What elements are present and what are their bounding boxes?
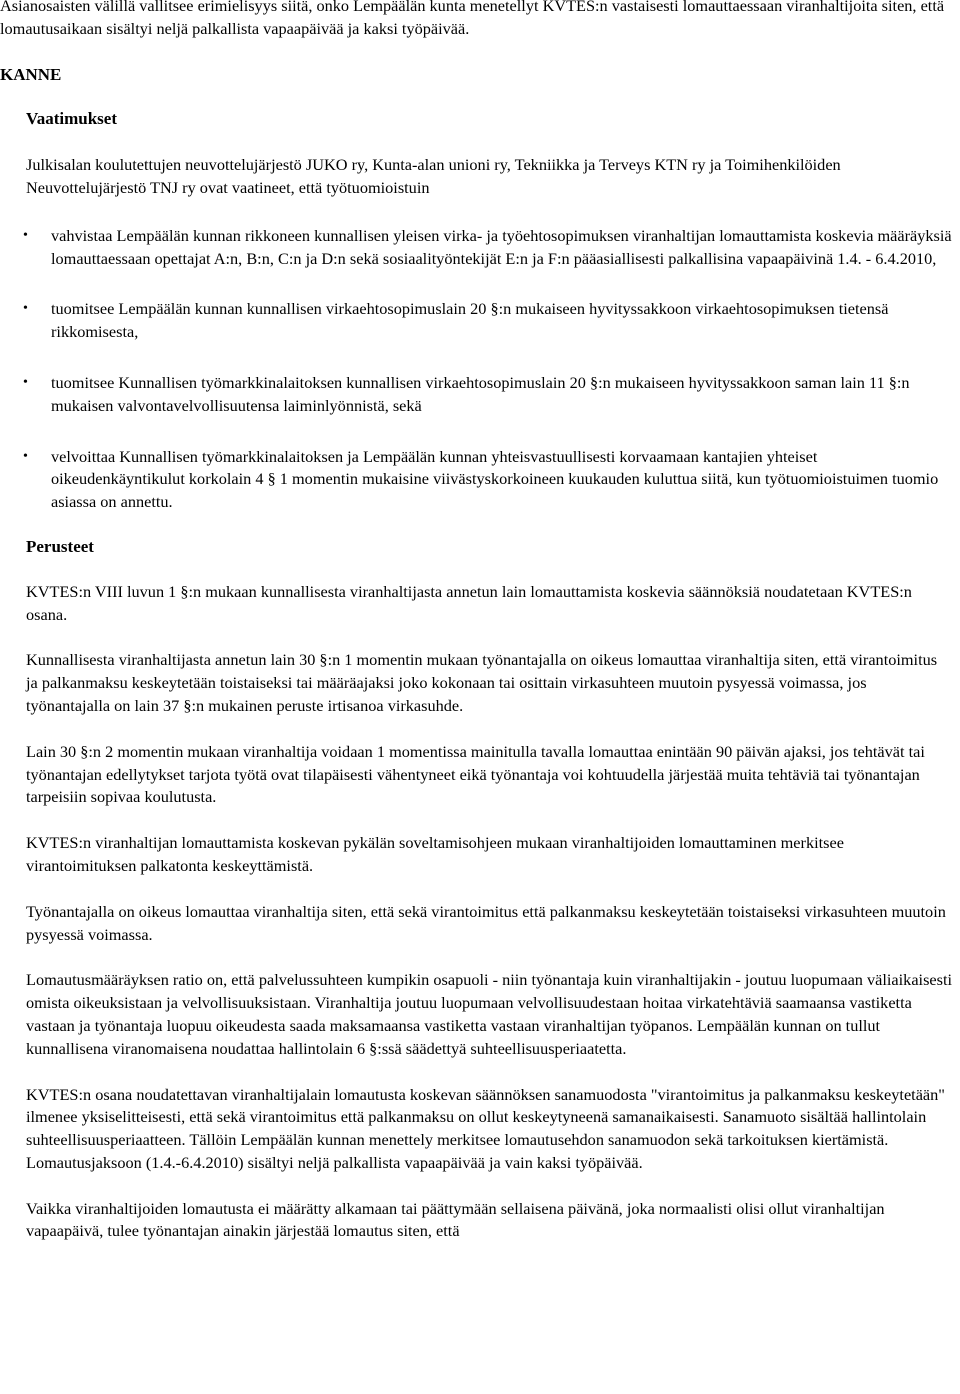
perusteet-paragraph: Vaikka viranhaltijoiden lomautusta ei määrätty alkamaan tai päättymään sellaisena päivänä, joka normaalisti olisi ollut viranhaltijan vapaapäivä, tulee työnantajan ainakin järjestää lomautus siten, että (26, 1198, 885, 1241)
claim-item (23, 225, 952, 271)
claim-item (23, 372, 952, 418)
perusteet-paragraph: Kunnallisesta viranhaltijasta annetun lain 30 §:n 1 momentin mukaan työnantajalla on oikeus lomauttaa viranhaltija siten, että virantoimitus ja palkanmaksu keskeytetään toistaiseksi tai määräajaksi joko kokonaan tai osittain virkasuhteen muutoin pysyessä voimassa, jos työnantajalla on lain 37 §:n mukainen peruste irtisanoa virkasuhde. (26, 650, 938, 715)
bullet-icon: • (23, 301, 28, 317)
perusteet-paragraph: Työnantajalla on oikeus lomauttaa viranhaltija siten, että sekä virantoimitus että palkanmaksu keskeytetään toistaiseksi virkasuhteen muutoin pysyessä voimassa. (26, 901, 946, 944)
bullet-icon: • (23, 374, 28, 390)
perusteet-paragraph: Lomautusmääräyksen ratio on, että palvelussuhteen kumpikin osapuoli - niin työnantaja kuin viranhaltijakin - joutuu luopumaan väliaikaisesti omista oikeuksistaan ja velvollisuuksistaan. Viranhaltija joutuu luopumaan velvollisuudestaan hoitaa virkatehtäviä saamaansa vastiketta vastaan ja työnantaja luopuu oikeudesta saada maksamaansa vastiketta vastaan viranhaltijan työpanos. Lempäälän kunnan on tullut kunnallisena viranomaisena noudattaa hallintolain 6 §:ssä säädettyä suhteellisuusperiaatetta. (26, 970, 953, 1058)
claims-list (23, 225, 952, 514)
perusteet-paragraph: KVTES:n viranhaltijan lomauttamista koskevan pykälän soveltamisohjeen mukaan viranhaltijoiden lomauttaminen merkitsee virantoimituksen palkatonta keskeyttämistä. (26, 833, 844, 875)
claim-item (23, 298, 952, 344)
claim-item (23, 446, 952, 514)
claim-text: velvoittaa Kunnallisen työmarkkinalaitoksen ja Lempäälän kunnan yhteisvastuullisesti korvaamaan kantajien yhteiset oikeudenkäyntikulut korkolain 4 § 1 momentin mukaisine viivästyskorkoineen kuukauden kuluttua siitä, kun työtuomioistuimen tuomio asiassa on annettu. (51, 446, 939, 512)
perusteet-paragraph: KVTES:n VIII luvun 1 §:n mukaan kunnallisesta viranhaltijasta annetun lain lomauttamista koskevia säännöksiä noudatetaan KVTES:n osana. (26, 581, 912, 624)
vaatimukset-heading: Vaatimukset (26, 109, 117, 129)
intro-paragraph: Asianosaisten välillä vallitsee erimielisyys siitä, onko Lempäälän kunta menetellyt KVTES:n vastaisesti lomauttaessaan viranhaltijoita siten, että lomautusaikaan sisältyi neljä palkallista vapaapäivää ja kaksi työpäivää. (0, 0, 945, 38)
kanne-heading: KANNE (0, 64, 62, 84)
vaatimukset-lead-paragraph: Julkisalan koulutettujen neuvottelujärjestö JUKO ry, Kunta-alan unioni ry, Tekniikka ja Terveys KTN ry ja Toimihenkilöiden Neuvottelujärjestö TNJ ry ovat vaatineet, että työtuomioistuin (26, 155, 841, 197)
bullet-icon: • (23, 448, 28, 464)
claim-text: tuomitsee Lempäälän kunnan kunnallisen virkaehtosopimuslain 20 §:n mukaiseen hyvityssakkoon virkaehtosopimuksen tietensä rikkomisesta, (51, 299, 889, 342)
perusteet-paragraph: KVTES:n osana noudatettavan viranhaltijalain lomautusta koskevan säännöksen sanamuodosta "virantoimitus ja palkanmaksu keskeytetään" ilmenee yksiselitteisesti, että sekä virantoimitus että palkanmaksu on ollut keskeytyneenä samanaikaisesti. Sanamuoto sisältää hallintolain suhteellisuusperiaatteen. Tällöin Lempäälän kunnan menettely merkitsee lomautusehdon sanamuodon sekä tarkoituksen kiertämistä. Lomautusjaksoon (1.4.-6.4.2010) sisältyi neljä palkallista vapaapäivää ja vain kaksi työpäivää. (26, 1084, 945, 1172)
perusteet-heading: Perusteet (26, 536, 94, 556)
perusteet-paragraph: Lain 30 §:n 2 momentin mukaan viranhaltija voidaan 1 momentissa mainitulla tavalla lomauttaa enintään 90 päivän ajaksi, jos tehtävät tai työnantajan edellytykset tarjota työtä ovat tilapäisesti vähentyneet eikä työnantaja voi kohtuudella järjestää muita tehtäviä tai työnantajan tarpeisiin sopivaa koulutusta. (26, 741, 925, 807)
claim-text: tuomitsee Kunnallisen työmarkkinalaitoksen kunnallisen virkaehtosopimuslain 20 §:n mukaiseen hyvityssakkoon saman lain 11 §:n mukaisen valvontavelvollisuutensa laiminlyönnistä, sekä (51, 372, 910, 415)
claim-text: vahvistaa Lempäälän kunnan rikkoneen kunnallisen yleisen virka- ja työehtosopimuksen viranhaltijan lomauttamista koskevia määräyksiä lomauttaessaan opettajat A:n, B:n, C:n ja D:n sekä sosiaalityöntekijät E:n ja F:n pääasiallisesti palkallisina vapaapäivinä 1.4. - 6.4.2010, (51, 225, 952, 268)
bullet-icon: • (23, 227, 28, 243)
